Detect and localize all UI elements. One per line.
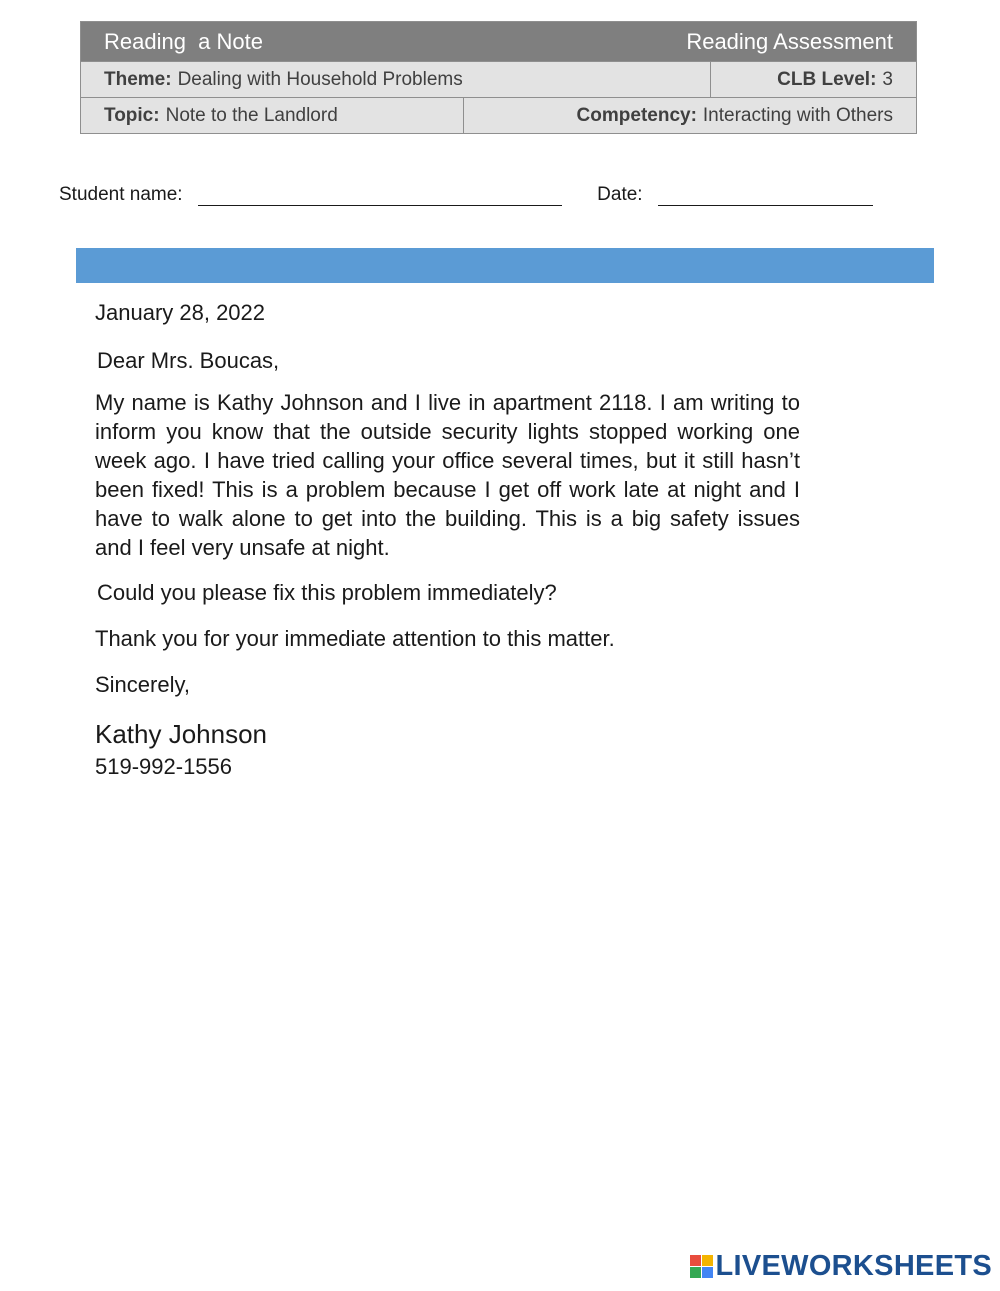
letter-request: Could you please fix this problem immediately? bbox=[97, 580, 557, 605]
topic-value: Note to the Landlord bbox=[165, 104, 338, 126]
landlord-note bbox=[95, 298, 800, 782]
letter-greeting: Dear Mrs. Boucas, bbox=[97, 348, 280, 373]
clb-level-label: CLB Level: bbox=[777, 68, 877, 90]
letter-thanks: Thank you for your immediate attention to this matter. bbox=[95, 626, 615, 651]
letter-signer: Kathy Johnson bbox=[95, 719, 268, 749]
header-topic-row bbox=[81, 97, 916, 133]
theme-value: Dealing with Household Problems bbox=[177, 68, 463, 90]
letter-closing: Sincerely, bbox=[95, 672, 190, 697]
competency-label: Competency: bbox=[576, 104, 697, 126]
liveworksheets-logo-icon bbox=[690, 1255, 713, 1278]
theme-cell bbox=[81, 62, 711, 97]
competency-value: Interacting with Others bbox=[702, 104, 893, 126]
student-name-field[interactable] bbox=[198, 185, 562, 206]
header-title-bar bbox=[81, 22, 916, 61]
student-info-line bbox=[59, 184, 873, 206]
worksheet-title: Reading a Note bbox=[104, 28, 263, 54]
section-divider-band bbox=[76, 248, 934, 283]
header-theme-row bbox=[81, 61, 916, 97]
competency-cell bbox=[464, 98, 916, 133]
topic-label: Topic: bbox=[104, 104, 160, 126]
letter-phone: 519-992-1556 bbox=[95, 754, 233, 779]
letter-body: My name is Kathy Johnson and I live in apartment 2118. I am writing to inform you know that the outside security lights stopped working one week ago. I have tried calling your office several times, but it still hasn’t been fixed! This is a problem because I get off work late at night and I have to walk alone to get into the building. This is a big safety issues and I feel very unsafe at night. bbox=[95, 390, 800, 560]
topic-cell bbox=[81, 98, 464, 133]
worksheet-header-table bbox=[80, 21, 917, 134]
date-label: Date: bbox=[597, 184, 643, 205]
clb-level-value: 3 bbox=[882, 68, 893, 90]
theme-label: Theme: bbox=[104, 68, 172, 90]
date-field[interactable] bbox=[658, 185, 873, 206]
student-name-label: Student name: bbox=[59, 184, 183, 205]
liveworksheets-logo-text: LIVEWORKSHEETS bbox=[715, 1250, 992, 1282]
assessment-type: Reading Assessment bbox=[686, 28, 893, 54]
letter-date: January 28, 2022 bbox=[95, 300, 266, 325]
clb-level-cell bbox=[711, 62, 916, 97]
liveworksheets-logo[interactable] bbox=[690, 1250, 993, 1283]
